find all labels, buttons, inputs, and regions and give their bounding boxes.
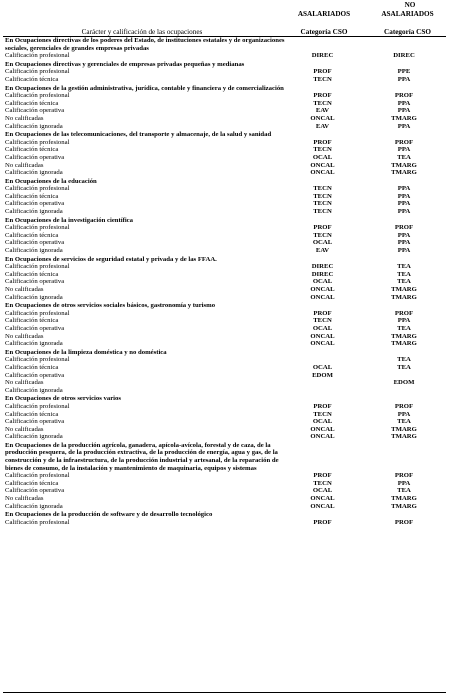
section-heading: En Ocupaciones de la producción agrícola, ganadera, apícola-avícola, forestal y de caza, de la producción pesquera, de la producción extractiva, de la producción de energía, agua y gas, de la construcción y de la infraestructura, de la producción industrial y artesanal, de la reparación de bienes de consumo, de la instalación y mantenimiento de maquinaria, equipos y sistemas <box>5 441 279 472</box>
table-row <box>3 364 446 372</box>
qualification-label: Calificación técnica <box>5 270 59 278</box>
section-heading-row <box>3 441 446 472</box>
qualification-label: Calificación profesional <box>5 309 70 317</box>
asalariados-category: TECN <box>313 99 332 107</box>
asalariados-category: OCAL <box>312 239 333 247</box>
table-row <box>3 426 446 434</box>
no-asalariados-category: PPA <box>397 479 411 487</box>
asalariados-category: ONCAL <box>310 332 335 340</box>
asalariados-category: TECN <box>313 317 332 325</box>
table-row <box>3 139 446 147</box>
no-asalariados-category: TMARG <box>391 425 417 433</box>
table-row <box>3 232 446 240</box>
no-asalariados-category: TMARG <box>391 114 417 122</box>
no-asalariados-category: PROF <box>394 224 414 232</box>
qualification-label: Calificación técnica <box>5 99 59 107</box>
asalariados-category: PROF <box>313 224 332 232</box>
no-asalariados-category: TMARG <box>391 502 417 510</box>
section-heading: En Ocupaciones de otros servicios varios <box>5 395 121 403</box>
table-row <box>3 247 446 255</box>
header-label: Carácter y calificación de las ocupaciones <box>81 28 203 36</box>
qualification-label: Calificación profesional <box>5 138 70 146</box>
no-asalariados-category: TMARG <box>391 293 417 301</box>
table-row <box>3 154 446 162</box>
asalariados-category: TECN <box>313 208 332 216</box>
no-asalariados-category: PPA <box>397 122 411 130</box>
header-noasal-top: NO <box>404 1 416 9</box>
table-row <box>3 169 446 177</box>
section-heading: En Ocupaciones de la producción de software y de desarrollo tecnológico <box>5 511 213 519</box>
qualification-label: Calificación ignorada <box>5 293 63 301</box>
table-row <box>3 278 446 286</box>
no-asalariados-category: TMARG <box>391 332 417 340</box>
asalariados-category: PROF <box>313 402 332 410</box>
qualification-label: Calificación operativa <box>5 200 65 208</box>
bottom-rule <box>3 692 446 693</box>
section-heading: En Ocupaciones de la limpieza doméstica y no doméstica <box>5 348 167 356</box>
qualification-label: No calificadas <box>5 332 44 340</box>
section-heading-row <box>3 36 446 52</box>
qualification-label: Calificación ignorada <box>5 502 63 510</box>
asalariados-category: ONCAL <box>310 340 335 348</box>
qualification-label: Calificación técnica <box>5 479 59 487</box>
asalariados-category: ONCAL <box>310 169 335 177</box>
no-asalariados-category: TMARG <box>391 340 417 348</box>
section-heading: En Ocupaciones de la gestión administrativa, jurídica, contable y financiera y de comercialización <box>5 84 284 92</box>
section-heading-row <box>3 301 446 310</box>
no-asalariados-category: PPA <box>397 239 411 247</box>
table-row <box>3 107 446 115</box>
qualification-label: Calificación profesional <box>5 263 70 271</box>
qualification-label: Calificación profesional <box>5 92 70 100</box>
no-asalariados-category: PPA <box>397 75 411 83</box>
section-heading-row <box>3 130 446 139</box>
table-row <box>3 100 446 108</box>
no-asalariados-category: PPA <box>397 200 411 208</box>
section-heading: En Ocupaciones de las telecomunicaciones, del transporte y almacenaje, de la salud y sanidad <box>5 131 272 139</box>
asalariados-category: TECN <box>313 200 332 208</box>
table-row <box>3 146 446 154</box>
table-row <box>3 418 446 426</box>
asalariados-category: TECN <box>313 75 332 83</box>
asalariados-category: ONCAL <box>310 114 335 122</box>
no-asalariados-category: TEA <box>397 418 411 426</box>
asalariados-category: ONCAL <box>310 433 335 441</box>
qualification-label: Calificación operativa <box>5 107 65 115</box>
qualification-label: Calificación técnica <box>5 75 59 83</box>
qualification-label: Calificación operativa <box>5 418 65 426</box>
qualification-label: Calificación operativa <box>5 278 65 286</box>
table-row <box>3 115 446 123</box>
no-asalariados-category: PPA <box>397 231 411 239</box>
asalariados-category: ONCAL <box>310 161 335 169</box>
asalariados-category: TECN <box>313 479 332 487</box>
table-row <box>3 356 446 364</box>
no-asalariados-category: TEA <box>397 324 411 332</box>
qualification-label: Calificación técnica <box>5 410 59 418</box>
table-row <box>3 162 446 170</box>
no-asalariados-category: TMARG <box>391 169 417 177</box>
asalariados-category: EAV <box>315 122 330 130</box>
no-asalariados-category: PPA <box>397 192 411 200</box>
qualification-label: No calificadas <box>5 286 44 293</box>
section-heading-row <box>3 255 446 264</box>
header-sub-asal: Categoría CSO <box>300 28 348 36</box>
no-asalariados-category: PROF <box>394 518 414 526</box>
asalariados-category: ONCAL <box>310 502 335 510</box>
qualification-label: Calificación operativa <box>5 487 65 495</box>
table-row <box>3 433 446 441</box>
no-asalariados-category: TEA <box>397 153 411 161</box>
no-asalariados-category: TEA <box>397 487 411 495</box>
header-asalariados: ASALARIADOS <box>297 10 351 18</box>
qualification-label: Calificación ignorada <box>5 208 63 216</box>
table-row <box>3 503 446 511</box>
qualification-label: Calificación profesional <box>5 472 70 480</box>
asalariados-category: DIREC <box>311 263 334 271</box>
table-row <box>3 294 446 302</box>
asalariados-category: OCAL <box>312 153 333 161</box>
no-asalariados-category: PPA <box>397 185 411 193</box>
no-asalariados-category: TMARG <box>391 286 417 293</box>
section-heading: En Ocupaciones de la educación <box>5 177 97 185</box>
asalariados-category: ONCAL <box>310 425 335 433</box>
no-asalariados-category: PROF <box>394 402 414 410</box>
table-row <box>3 403 446 411</box>
table-row <box>3 325 446 333</box>
table-row <box>3 519 446 527</box>
table-row <box>3 333 446 341</box>
asalariados-category: PROF <box>313 138 332 146</box>
section-heading-row <box>3 348 446 357</box>
asalariados-category <box>283 379 362 387</box>
table-row <box>3 263 446 271</box>
asalariados-category: ONCAL <box>310 293 335 301</box>
asalariados-category: TECN <box>313 185 332 193</box>
table-row <box>3 411 446 419</box>
no-asalariados-category: TMARG <box>391 161 417 169</box>
no-asalariados-category: PPA <box>397 247 411 255</box>
section-heading: En Ocupaciones de la investigación científica <box>5 216 133 224</box>
qualification-label: Calificación operativa <box>5 153 65 161</box>
asalariados-category: OCAL <box>312 487 333 495</box>
no-asalariados-category: TEA <box>397 356 411 364</box>
asalariados-category: PROF <box>313 309 332 317</box>
table-row <box>3 193 446 201</box>
asalariados-category: DIREC <box>311 52 334 60</box>
qualification-label: Calificación técnica <box>5 231 59 239</box>
qualification-label: Calificación técnica <box>5 363 59 371</box>
no-asalariados-category: TEA <box>397 263 411 271</box>
section-heading-row <box>3 177 446 186</box>
asalariados-category <box>283 356 362 364</box>
asalariados-category: PROF <box>313 518 332 526</box>
no-asalariados-category: PROF <box>394 472 414 480</box>
no-asalariados-category: DIREC <box>393 52 415 60</box>
asalariados-category: OCAL <box>312 278 333 286</box>
table-row <box>3 239 446 247</box>
section-heading: En Ocupaciones de otros servicios sociales básicos, gastronomía y turismo <box>5 302 216 310</box>
no-asalariados-category: PPA <box>397 410 411 418</box>
no-asalariados-category: TMARG <box>391 495 417 503</box>
table-body <box>3 36 446 526</box>
no-asalariados-category: PROF <box>394 138 414 146</box>
qualification-label: Calificación ignorada <box>5 247 63 255</box>
no-asalariados-category: TEA <box>397 363 411 371</box>
table-row <box>3 185 446 193</box>
table-row <box>3 286 446 294</box>
qualification-label: Calificación técnica <box>5 192 59 200</box>
asalariados-category <box>283 387 362 395</box>
qualification-label: Calificación técnica <box>5 146 59 154</box>
asalariados-category: ONCAL <box>310 495 335 503</box>
table-row <box>3 472 446 480</box>
section-heading: En Ocupaciones directivas de los poderes del Estado, de instituciones estatales y de organizaciones sociales, gerenciales de grandes empresas privadas <box>5 37 285 52</box>
header-noasal-bottom: ASALARIADOS <box>381 10 434 18</box>
qualification-label: Calificación ignorada <box>5 169 63 177</box>
table-row <box>3 317 446 325</box>
asalariados-category: EAV <box>315 107 330 115</box>
qualification-label: Calificación técnica <box>5 317 59 325</box>
table-row <box>3 208 446 216</box>
table-row <box>3 340 446 348</box>
table-row <box>3 487 446 495</box>
no-asalariados-category: TEA <box>397 270 411 278</box>
no-asalariados-category: PROF <box>394 309 414 317</box>
section-heading: En Ocupaciones directivas y gerenciales de empresas privadas pequeñas y medianas <box>5 60 245 68</box>
asalariados-category: ONCAL <box>310 286 335 293</box>
table-row <box>3 480 446 488</box>
qualification-label: Calificación operativa <box>5 239 65 247</box>
table-row <box>3 200 446 208</box>
no-asalariados-category: PROF <box>394 92 414 100</box>
section-heading-row <box>3 216 446 225</box>
asalariados-category: TECN <box>313 192 332 200</box>
section-heading-row <box>3 510 446 519</box>
no-asalariados-category <box>362 387 446 395</box>
no-asalariados-category: PPA <box>397 99 411 107</box>
no-asalariados-category: PPA <box>397 317 411 325</box>
header-sub-noasal: Categoría CSO <box>384 28 431 36</box>
asalariados-category: TECN <box>313 231 332 239</box>
section-heading-row <box>3 60 446 69</box>
asalariados-category: DIREC <box>311 270 334 278</box>
table-row <box>3 68 446 76</box>
no-asalariados-category: EDOM <box>393 379 415 387</box>
asalariados-category: PROF <box>313 68 332 76</box>
table-row <box>3 92 446 100</box>
qualification-label: Calificación profesional <box>5 52 70 60</box>
table-row <box>3 123 446 131</box>
qualification-label: Calificación profesional <box>5 518 70 526</box>
table-row <box>3 379 446 387</box>
qualification-label: Calificación profesional <box>5 356 70 364</box>
table-row <box>3 52 446 60</box>
section-heading: En Ocupaciones de servicios de seguridad estatal y privada y de las FFAA. <box>5 255 217 263</box>
qualification-label: Calificación operativa <box>5 371 65 379</box>
qualification-label: Calificación operativa <box>5 324 65 332</box>
qualification-label: Calificación ignorada <box>5 386 63 394</box>
no-asalariados-category <box>362 372 446 380</box>
table-row <box>3 372 446 380</box>
asalariados-category: TECN <box>313 146 332 154</box>
section-heading-row <box>3 84 446 93</box>
asalariados-category: OCAL <box>312 418 333 426</box>
table-row <box>3 387 446 395</box>
asalariados-category: TECN <box>313 410 332 418</box>
qualification-label: Calificación profesional <box>5 185 70 193</box>
qualification-label: Calificación ignorada <box>5 122 63 130</box>
qualification-label: Calificación ignorada <box>5 433 63 441</box>
no-asalariados-category: PPE <box>397 68 411 76</box>
asalariados-category: EDOM <box>312 371 333 379</box>
qualification-label: No calificadas <box>5 114 44 122</box>
qualification-label: Calificación ignorada <box>5 340 63 348</box>
table-row <box>3 310 446 318</box>
no-asalariados-category: PPA <box>397 146 411 154</box>
qualification-label: Calificación profesional <box>5 402 70 410</box>
asalariados-category: OCAL <box>312 324 333 332</box>
asalariados-category: PROF <box>313 472 332 480</box>
table-row <box>3 495 446 503</box>
no-asalariados-category: PPA <box>397 208 411 216</box>
qualification-label: No calificadas <box>5 161 44 169</box>
qualification-label: Calificación profesional <box>5 68 70 76</box>
qualification-label: No calificadas <box>5 495 44 503</box>
asalariados-category: EAV <box>315 247 330 255</box>
asalariados-category: PROF <box>313 92 332 100</box>
no-asalariados-category: TEA <box>397 278 411 286</box>
table-row <box>3 76 446 84</box>
no-asalariados-category: PPA <box>397 107 411 115</box>
asalariados-category: OCAL <box>312 363 333 371</box>
section-heading-row <box>3 394 446 403</box>
qualification-label: No calificadas <box>5 379 44 387</box>
qualification-label: Calificación profesional <box>5 224 70 232</box>
qualification-label: No calificadas <box>5 425 44 433</box>
table-row <box>3 271 446 279</box>
table-row <box>3 224 446 232</box>
no-asalariados-category: TMARG <box>391 433 417 441</box>
